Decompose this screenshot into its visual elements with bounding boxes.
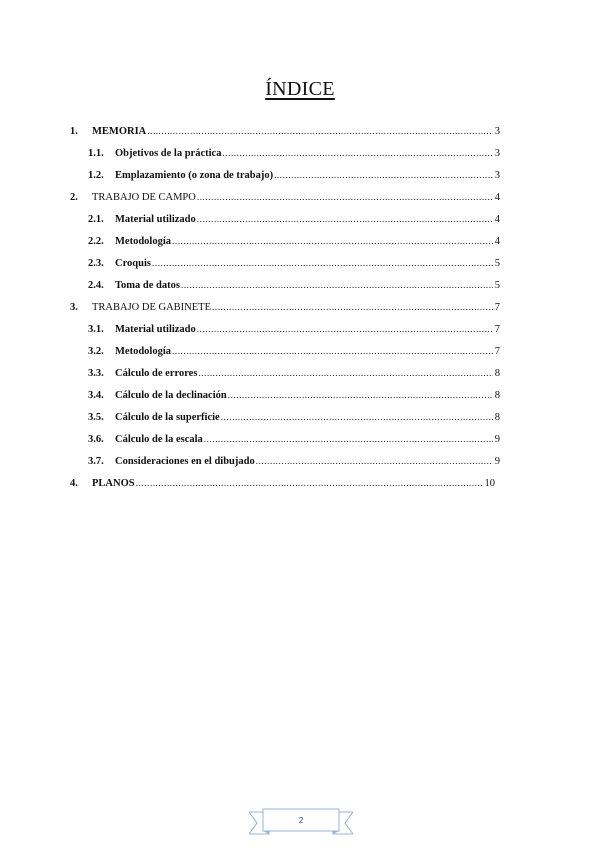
toc-entry[interactable] [70, 478, 495, 496]
toc-entry-page: 7 [494, 346, 500, 357]
toc-entry[interactable] [70, 126, 500, 144]
toc-dot-leader [152, 258, 493, 268]
toc-entry-label: TRABAJO DE CAMPO [92, 192, 196, 203]
toc-entry[interactable] [88, 346, 500, 364]
toc-entry-page: 3 [494, 170, 500, 181]
toc-dot-leader [256, 456, 493, 466]
toc-entry-page: 7 [494, 302, 500, 313]
toc-entry-number: 2.1. [88, 214, 104, 225]
toc-dot-leader [197, 324, 493, 334]
toc-entry-number: 3.1. [88, 324, 104, 335]
toc-entry-page: 5 [494, 280, 500, 291]
toc-entry-number: 2.3. [88, 258, 104, 269]
toc-entry-number: 2.4. [88, 280, 104, 291]
toc-entry-label: Emplazamiento (o zona de trabajo) [115, 170, 274, 181]
toc-dot-leader [212, 302, 493, 312]
toc-entry-page: 4 [494, 236, 500, 247]
toc-dot-leader [197, 214, 493, 224]
toc-entry-number: 3. [70, 302, 78, 313]
page-title: ÍNDICE [265, 78, 335, 100]
toc-entry-number: 4. [70, 478, 78, 489]
toc-dot-leader [228, 390, 493, 400]
toc-entry-page: 9 [494, 456, 500, 467]
toc-entry-page: 8 [494, 390, 500, 401]
toc-entry-label: Objetivos de la práctica [115, 148, 222, 159]
toc-entry[interactable] [88, 280, 500, 298]
toc-entry-label: Consideraciones en el dibujado [115, 456, 255, 467]
toc-entry-label: Cálculo de la declinación [115, 390, 227, 401]
toc-entry[interactable] [88, 236, 500, 254]
toc-entry-number: 2. [70, 192, 78, 203]
toc-entry[interactable] [88, 412, 500, 430]
toc-entry-page: 4 [494, 214, 500, 225]
toc-entry[interactable] [88, 434, 500, 452]
toc-entry-label: MEMORIA [92, 126, 147, 137]
toc-entry-label: Cálculo de errores [115, 368, 198, 379]
toc-dot-leader [181, 280, 493, 290]
toc-dot-leader [204, 434, 493, 444]
toc-entry-label: Material utilizado [115, 324, 196, 335]
toc-entry-page: 8 [494, 368, 500, 379]
toc-entry-number: 3.4. [88, 390, 104, 401]
toc-entry-number: 1. [70, 126, 78, 137]
toc-entry-page: 5 [494, 258, 500, 269]
toc-entry-label: Cálculo de la superficie [115, 412, 220, 423]
toc-entry[interactable] [88, 170, 500, 188]
toc-entry-page: 4 [494, 192, 500, 203]
toc-dot-leader [172, 236, 493, 246]
toc-entry-page: 8 [494, 412, 500, 423]
toc-entry-page: 7 [494, 324, 500, 335]
toc-entry-number: 3.2. [88, 346, 104, 357]
toc-entry[interactable] [70, 192, 500, 210]
toc-entry-number: 3.7. [88, 456, 104, 467]
toc-entry-label: Cálculo de la escala [115, 434, 203, 445]
toc-entry[interactable] [88, 214, 500, 232]
toc-entry-number: 3.3. [88, 368, 104, 379]
toc-dot-leader [222, 148, 492, 158]
toc-entry-label: Metodología [115, 346, 171, 357]
toc-entry-number: 3.5. [88, 412, 104, 423]
toc-entry[interactable] [88, 390, 500, 408]
toc-entry[interactable] [88, 148, 500, 166]
toc-entry-page: 9 [494, 434, 500, 445]
toc-entry-label: Toma de datos [115, 280, 180, 291]
toc-entry[interactable] [88, 324, 500, 342]
page-number: 2 [298, 816, 304, 825]
toc-entry[interactable] [88, 456, 500, 474]
toc-dot-leader [197, 192, 493, 202]
toc-entry-page: 10 [484, 478, 495, 489]
toc-entry[interactable] [88, 368, 500, 386]
toc-entry-number: 3.6. [88, 434, 104, 445]
toc-dot-leader [147, 126, 493, 136]
toc-dot-leader [136, 478, 483, 488]
page-number-ribbon [249, 808, 353, 838]
toc-entry-label: PLANOS [92, 478, 135, 489]
toc-entry-label: TRABAJO DE GABINETE [92, 302, 211, 313]
toc-entry-label: Croquis [115, 258, 151, 269]
toc-entry[interactable] [88, 258, 500, 276]
toc-entry-label: Material utilizado [115, 214, 196, 225]
toc-dot-leader [198, 368, 492, 378]
toc-entry-label: Metodología [115, 236, 171, 247]
toc-dot-leader [274, 170, 493, 180]
toc-dot-leader [172, 346, 493, 356]
toc-entry[interactable] [70, 302, 500, 320]
toc-entry-number: 2.2. [88, 236, 104, 247]
toc-entry-number: 1.1. [88, 148, 104, 159]
toc-entry-page: 3 [494, 148, 500, 159]
toc-dot-leader [221, 412, 493, 422]
toc-entry-page: 3 [494, 126, 500, 137]
toc-entry-number: 1.2. [88, 170, 104, 181]
